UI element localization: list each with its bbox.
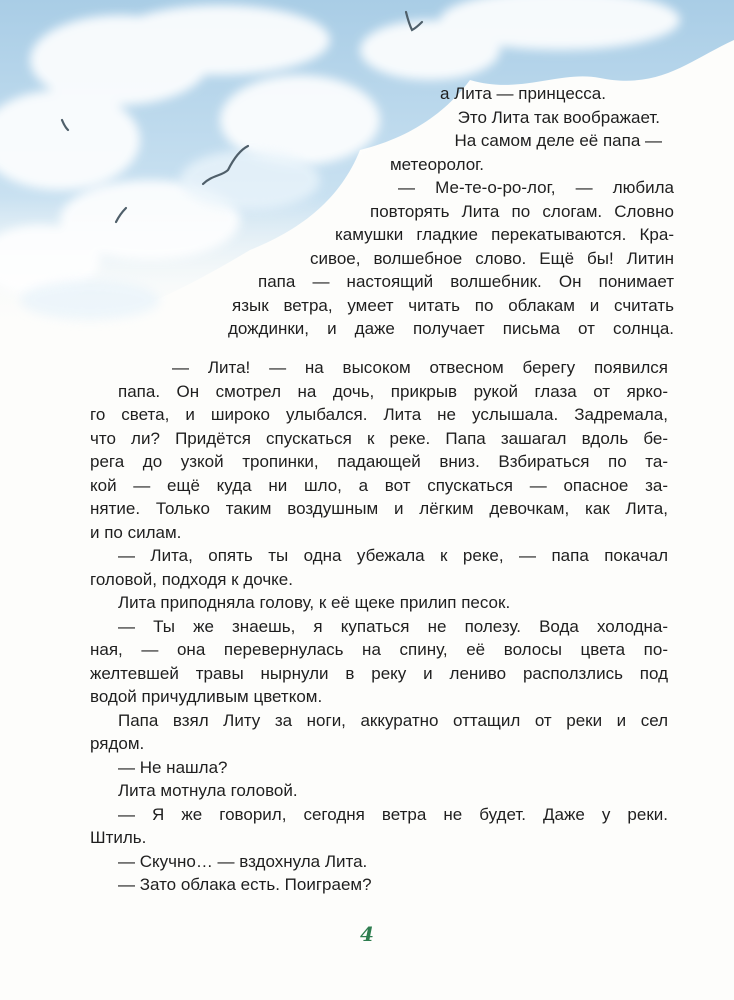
text-line: а Лита — принцесса. [439, 84, 606, 103]
text-line: го света, и широко улыбался. Лита не услышала. Задремала, [90, 405, 668, 424]
text-line: рега до узкой тропинки, падающей вниз. Взбираться по та- [90, 452, 668, 471]
text-line: повторять Лита по слогам. Словно [370, 201, 674, 221]
text-line: — Зато облака есть. Поиграем? [118, 875, 372, 894]
text-line: язык ветра, умеет читать по облакам и считать [232, 295, 674, 315]
text-line: Это Лита так воображает. [457, 107, 660, 127]
text-line: Лита мотнула головой. [118, 781, 298, 800]
text-line: — Не нашла? [118, 757, 228, 777]
text-line: дождинки, и даже получает письма от солнца. [228, 319, 674, 338]
text-line: и по силам. [90, 522, 182, 542]
text-line: — Ме-те-о-ро-лог, — любила [398, 178, 674, 197]
text-line: ная, — она перевернулась на спину, её волосы цвета по- [90, 640, 668, 659]
text-line: головой, подходя к дочке. [90, 569, 293, 589]
intro-paragraph [190, 82, 674, 341]
text-line: водой причудливым цветком. [90, 687, 323, 706]
text-line: метеоролог. [389, 154, 484, 174]
text-line: Лита приподняла голову, к её щеке прилип песок. [118, 593, 511, 612]
text-line: — Скучно… — вздохнула Лита. [118, 851, 368, 871]
text-line: камушки гладкие перекатываются. Кра- [335, 225, 674, 244]
text-line: желтевшей травы нырнули в реку и лениво расползлись под [90, 663, 668, 683]
text-line: — Лита, опять ты одна убежала к реке, — папа покачал [118, 546, 668, 565]
text-line: На самом деле её папа — [454, 131, 662, 150]
text-line: — Ты же знаешь, я купаться не полезу. Вода холодна- [118, 616, 668, 636]
story-body [90, 356, 668, 897]
text-line: — Лита! — на высоком отвесном берегу появился [172, 358, 668, 377]
text-line: Папа взял Литу за ноги, аккуратно оттащил от реки и сел [118, 710, 668, 730]
text-line: Штиль. [90, 828, 147, 847]
text-line: что ли? Придётся спускаться к реке. Папа зашагал вдоль бе- [90, 428, 668, 448]
text-line: нятие. Только таким воздушным и лёгким девочкам, как Лита, [90, 499, 668, 518]
text-line: — Я же говорил, сегодня ветра не будет. Даже у реки. [118, 804, 668, 824]
text-line: папа — настоящий волшебник. Он понимает [258, 272, 674, 291]
text-line: сивое, волшебное слово. Ещё бы! Литин [310, 248, 674, 268]
page-number: 4 [360, 922, 374, 946]
text-line: папа. Он смотрел на дочь, прикрыв рукой глаза от ярко- [118, 381, 668, 401]
text-line: кой — ещё куда ни шло, а вот спускаться — опасное за- [90, 475, 668, 495]
text-line: рядом. [90, 734, 145, 753]
